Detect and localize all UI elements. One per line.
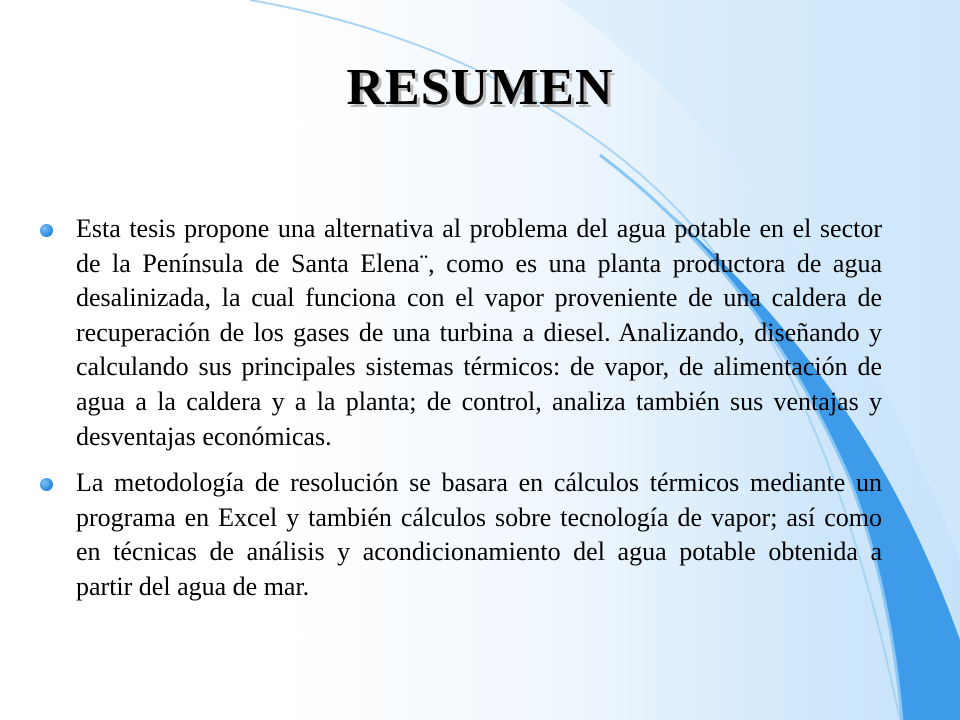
slide-title: RESUMEN xyxy=(346,59,614,116)
bullet-dot-icon xyxy=(40,478,53,491)
bullet-item xyxy=(40,466,882,604)
bullet-text: Esta tesis propone una alternativa al problema del agua potable en el sector de la Península de Santa Elena¨, como es una planta productora de agua desalinizada, la cual funciona con el vapor proveniente de una caldera de recuperación de los gases de una turbina a diesel. Analizando, diseñando y calculando sus principales sistemas térmicos: de vapor, de alimentación de agua a la caldera y a la planta; de control, analiza también sus ventajas y desventajas económicas. xyxy=(76,214,882,451)
bullet-text: La metodología de resolución se basara en cálculos térmicos mediante un programa en Excel y también cálculos sobre tecnología de vapor; así como en técnicas de análisis y acondicionamiento del agua potable obtenida a partir del agua de mar. xyxy=(76,468,882,601)
bullet-item xyxy=(40,212,882,454)
bullet-dot-icon xyxy=(40,224,53,237)
bullet-list xyxy=(40,212,882,617)
